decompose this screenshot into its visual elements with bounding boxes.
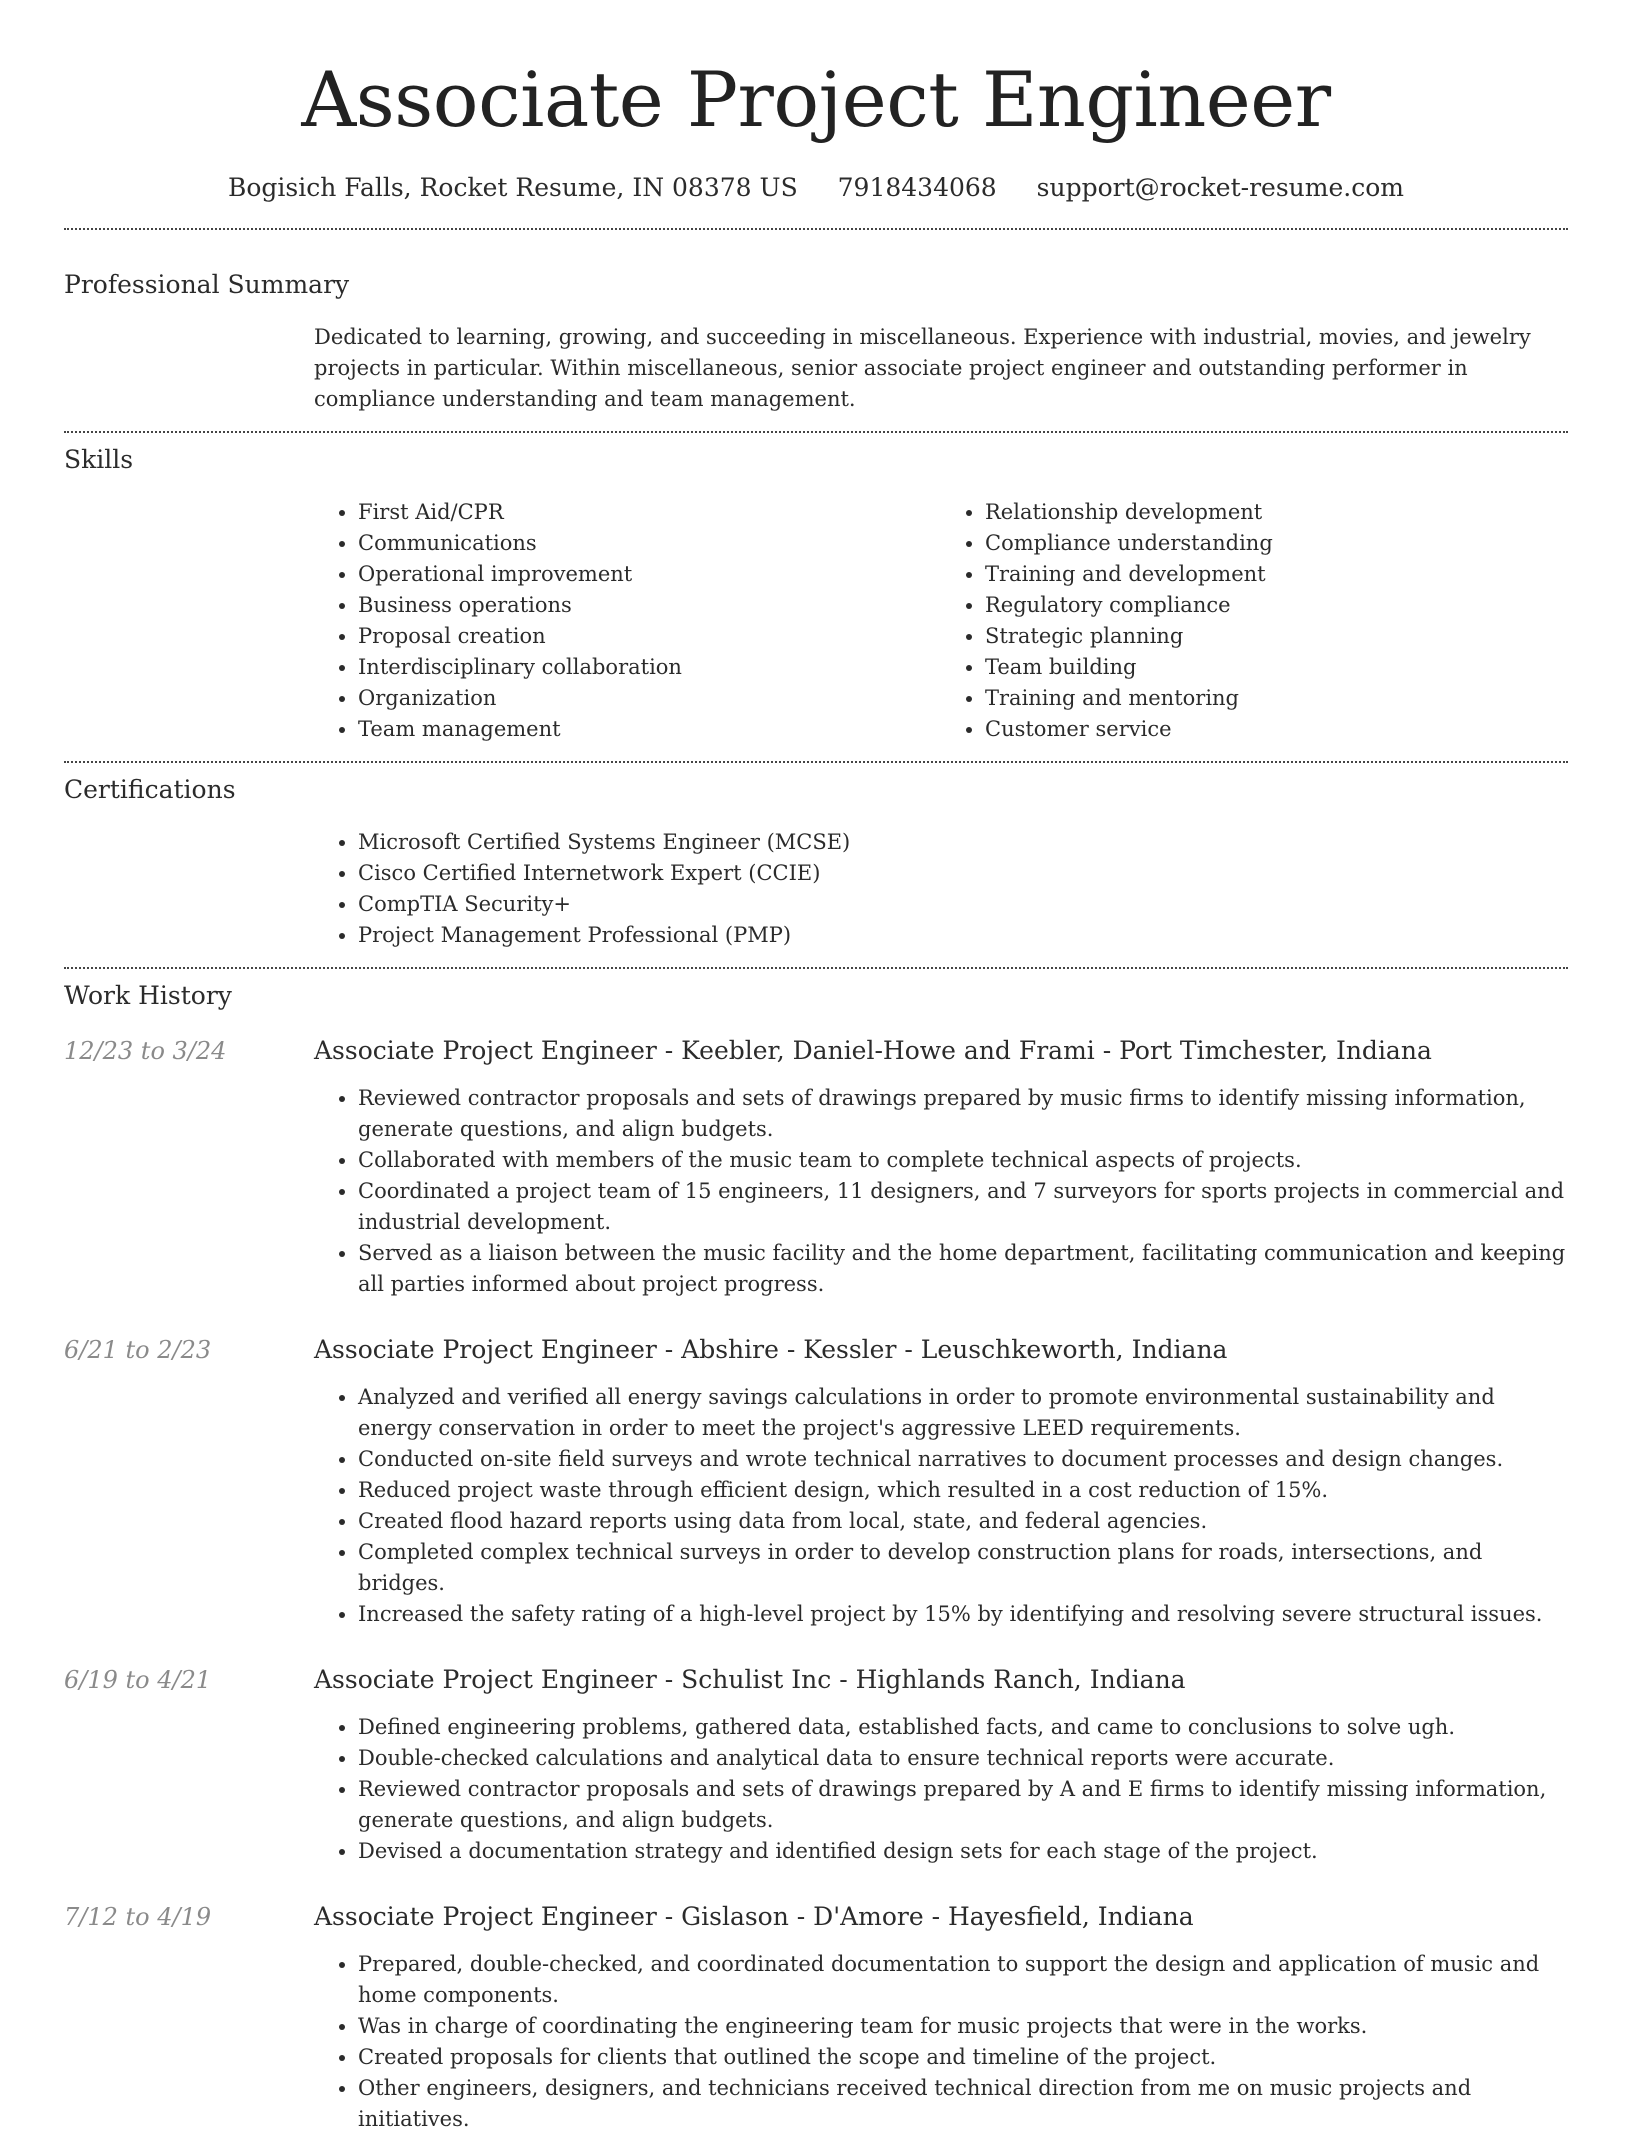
job-bullet-list <box>314 1382 1568 1630</box>
skill-item: • Organization <box>358 683 941 714</box>
job-title: Associate Project Engineer - Schulist Inc - Highlands Ranch, Indiana <box>314 1665 1186 1694</box>
job-bullet: • Reduced project waste through efficient design, which resulted in a cost reduction of 15%. <box>358 1475 1568 1506</box>
contact-phone: 7918434068 <box>837 173 997 202</box>
job-bullet: • Served as a liaison between the music facility and the home department, facilitating communication and keeping all parties informed about project progress. <box>358 1238 1568 1300</box>
work-history-section <box>0 969 1632 2135</box>
contact-line <box>0 172 1632 204</box>
skill-item: • Operational improvement <box>358 559 941 590</box>
job-bullets <box>314 1382 1568 1630</box>
skill-item: • Training and development <box>985 559 1568 590</box>
section-title-work-history: Work History <box>64 981 232 1010</box>
skills-section <box>0 433 1632 761</box>
skill-item: • Team management <box>358 714 941 745</box>
skill-item: • Customer service <box>985 714 1568 745</box>
job-bullet: • Collaborated with members of the music team to complete technical aspects of projects. <box>358 1145 1568 1176</box>
job-bullet: • Created proposals for clients that outlined the scope and timeline of the project. <box>358 2042 1568 2073</box>
skill-item: • Interdisciplinary collaboration <box>358 652 941 683</box>
job-bullet-list <box>314 1712 1568 1867</box>
job-title: Associate Project Engineer - Gislason - D'Amore - Hayesfield, Indiana <box>314 1902 1194 1931</box>
job-bullet: • Devised a documentation strategy and identified design sets for each stage of the project. <box>358 1836 1568 1867</box>
certifications-list <box>314 827 1568 951</box>
job-bullet: • Prepared, double-checked, and coordinated documentation to support the design and application of music and home components. <box>358 1949 1568 2011</box>
skill-item: • Proposal creation <box>358 621 941 652</box>
job-bullet: • Reviewed contractor proposals and sets of drawings prepared by music firms to identify missing information, generate questions, and align budgets. <box>358 1083 1568 1145</box>
section-title-summary: Professional Summary <box>64 270 350 299</box>
summary-text: Dedicated to learning, growing, and succeeding in miscellaneous. Experience with industrial, movies, and jewelry projects in particular. Within miscellaneous, senior associate project engineer and outstanding performer in compliance understanding and team management. <box>314 325 1531 411</box>
job-bullet: • Analyzed and verified all energy savings calculations in order to promote environmental sustainability and energy conservation in order to meet the project's aggressive LEED requirements. <box>358 1382 1568 1444</box>
job-header <box>64 1035 1568 1067</box>
job-dates: 12/23 to 3/24 <box>64 1037 227 1065</box>
contact-address: Bogisich Falls, Rocket Resume, IN 08378 US <box>228 173 798 202</box>
job-bullets <box>314 1949 1568 2135</box>
job-bullet: • Was in charge of coordinating the engineering team for music projects that were in the works. <box>358 2011 1568 2042</box>
job-header <box>64 1664 1568 1696</box>
skill-item: • Business operations <box>358 590 941 621</box>
skill-item: • Team building <box>985 652 1568 683</box>
job-header <box>64 1334 1568 1366</box>
section-title-skills: Skills <box>64 445 134 474</box>
job-title: Associate Project Engineer - Keebler, Daniel-Howe and Frami - Port Timchester, Indiana <box>314 1036 1432 1065</box>
job-entry <box>64 1334 1568 1630</box>
summary-section <box>0 230 1632 431</box>
job-bullet: • Conducted on-site field surveys and wrote technical narratives to document processes and design changes. <box>358 1444 1568 1475</box>
job-bullet: • Created flood hazard reports using data from local, state, and federal agencies. <box>358 1506 1568 1537</box>
summary-body <box>314 322 1568 415</box>
skill-item: • Strategic planning <box>985 621 1568 652</box>
skill-item: • Communications <box>358 528 941 559</box>
job-bullet: • Coordinated a project team of 15 engineers, 11 designers, and 7 surveyors for sports projects in commercial and industrial development. <box>358 1176 1568 1238</box>
skill-item: • First Aid/CPR <box>358 497 941 528</box>
job-dates: 7/12 to 4/19 <box>64 1903 212 1931</box>
certification-item: • Microsoft Certified Systems Engineer (MCSE) <box>358 827 1568 858</box>
contact-email: support@rocket-resume.com <box>1036 173 1404 202</box>
skill-item: • Relationship development <box>985 497 1568 528</box>
job-header <box>64 1901 1568 1933</box>
skills-list-right <box>941 497 1568 745</box>
job-bullet: • Completed complex technical surveys in order to develop construction plans for roads, intersections, and bridges. <box>358 1537 1568 1599</box>
job-bullet-list <box>314 1083 1568 1300</box>
job-bullet: • Other engineers, designers, and technicians received technical direction from me on music projects and initiatives. <box>358 2073 1568 2135</box>
job-bullets <box>314 1083 1568 1300</box>
job-bullet: • Reviewed contractor proposals and sets of drawings prepared by A and E firms to identify missing information, generate questions, and align budgets. <box>358 1774 1568 1836</box>
skill-item: • Compliance understanding <box>985 528 1568 559</box>
skill-item: • Training and mentoring <box>985 683 1568 714</box>
certification-item: • Cisco Certified Internetwork Expert (CCIE) <box>358 858 1568 889</box>
candidate-name: Associate Project Engineer <box>301 55 1331 144</box>
job-entry <box>64 1035 1568 1300</box>
job-bullet: • Double-checked calculations and analytical data to ensure technical reports were accurate. <box>358 1743 1568 1774</box>
job-bullet: • Defined engineering problems, gathered data, established facts, and came to conclusions to solve ugh. <box>358 1712 1568 1743</box>
skill-item: • Regulatory compliance <box>985 590 1568 621</box>
job-bullets <box>314 1712 1568 1867</box>
job-bullet-list <box>314 1949 1568 2135</box>
certifications-body <box>314 827 1568 951</box>
skills-body <box>314 497 1568 745</box>
job-title: Associate Project Engineer - Abshire - Kessler - Leuschkeworth, Indiana <box>314 1335 1228 1364</box>
certification-item: • CompTIA Security+ <box>358 889 1568 920</box>
section-title-certifications: Certifications <box>64 775 236 804</box>
job-entry <box>64 1901 1568 2135</box>
job-dates: 6/19 to 4/21 <box>64 1666 212 1694</box>
skills-list-left <box>314 497 941 745</box>
certifications-section <box>0 763 1632 967</box>
certification-item: • Project Management Professional (PMP) <box>358 920 1568 951</box>
job-dates: 6/21 to 2/23 <box>64 1336 212 1364</box>
job-entry <box>64 1664 1568 1867</box>
job-bullet: • Increased the safety rating of a high-level project by 15% by identifying and resolving severe structural issues. <box>358 1599 1568 1630</box>
